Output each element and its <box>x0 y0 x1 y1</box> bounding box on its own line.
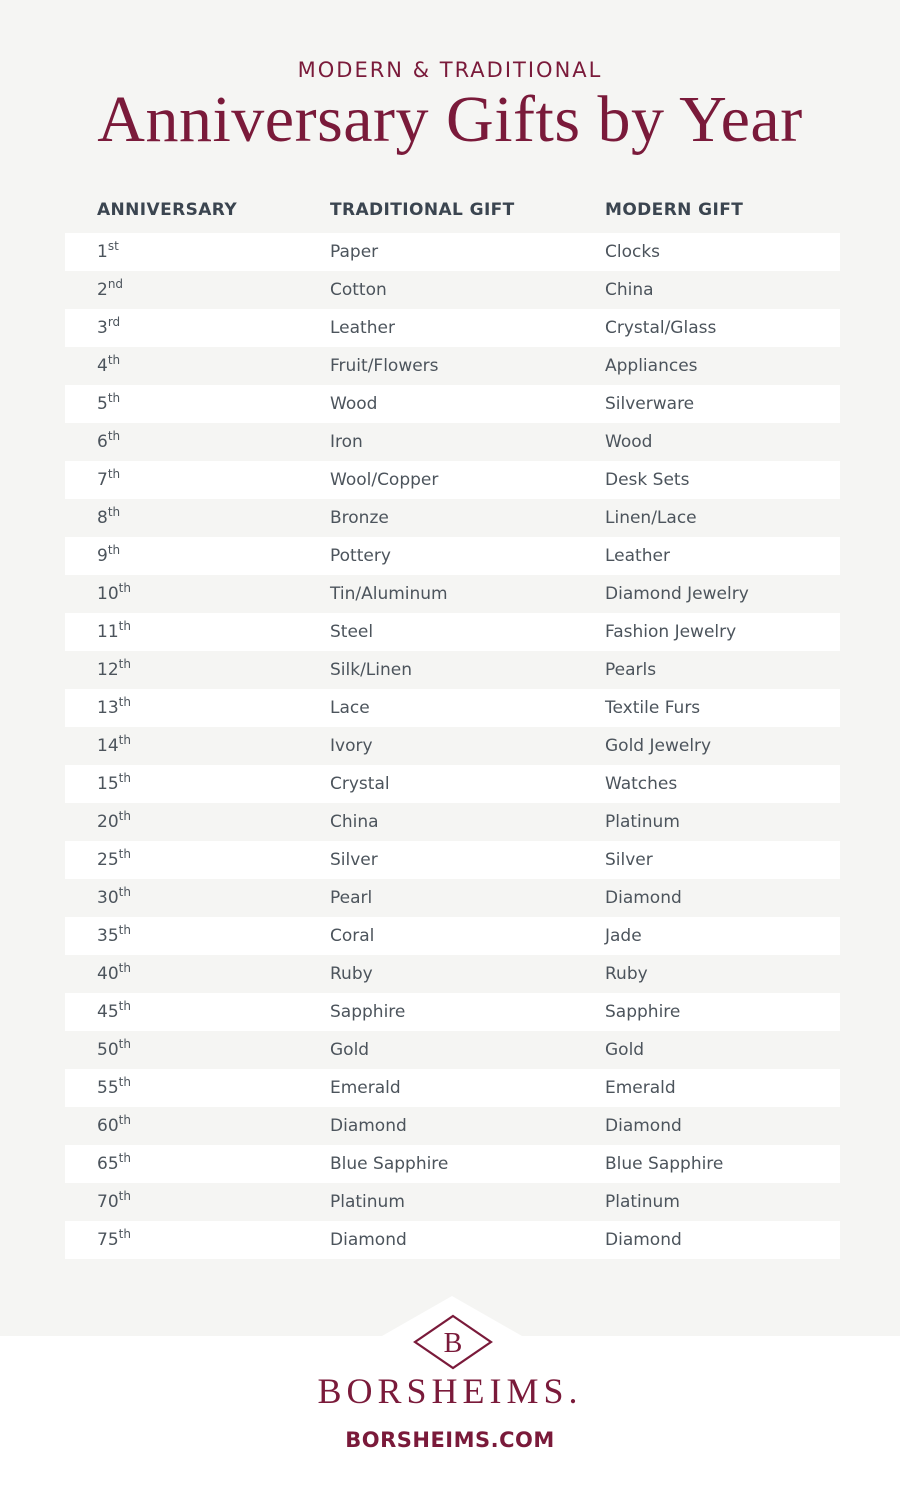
anniversary-number: 9 <box>97 546 108 566</box>
table-row <box>65 765 840 803</box>
anniversary-number: 55 <box>97 1078 119 1098</box>
anniversary-year-cell <box>97 385 120 423</box>
traditional-gift-cell: Crystal <box>330 774 390 794</box>
anniversary-year-cell <box>97 955 131 993</box>
traditional-gift-cell: Ivory <box>330 736 373 756</box>
traditional-gift-cell: Steel <box>330 622 374 642</box>
anniversary-year-cell <box>97 1145 131 1183</box>
anniversary-number: 2 <box>97 280 108 300</box>
ordinal-suffix: th <box>118 1189 131 1203</box>
table-row <box>65 575 840 613</box>
traditional-gift-cell: Leather <box>330 318 395 338</box>
modern-gift-cell: Watches <box>605 774 678 794</box>
anniversary-number: 1 <box>97 242 108 262</box>
anniversary-year-cell <box>97 613 131 651</box>
anniversary-number: 6 <box>97 432 108 452</box>
modern-gift-cell: Diamond <box>605 1116 682 1136</box>
table-row <box>65 347 840 385</box>
anniversary-number: 50 <box>97 1040 119 1060</box>
ordinal-suffix: th <box>107 543 121 557</box>
ordinal-suffix: th <box>107 429 121 443</box>
modern-gift-cell: Crystal/Glass <box>605 318 717 338</box>
anniversary-number: 40 <box>97 964 119 984</box>
table-row <box>65 613 840 651</box>
traditional-gift-cell: Ruby <box>330 964 373 984</box>
table-row <box>65 423 840 461</box>
modern-gift-cell: Diamond <box>605 1230 682 1250</box>
gift-table <box>65 233 840 1259</box>
ordinal-suffix: nd <box>107 277 124 291</box>
anniversary-number: 15 <box>97 774 119 794</box>
anniversary-number: 7 <box>97 470 108 490</box>
table-row <box>65 1069 840 1107</box>
anniversary-number: 70 <box>97 1192 119 1212</box>
table-row <box>65 1221 840 1259</box>
traditional-gift-cell: Coral <box>330 926 375 946</box>
anniversary-year-cell <box>97 841 131 879</box>
anniversary-number: 3 <box>97 318 108 338</box>
table-row <box>65 841 840 879</box>
traditional-gift-cell: Sapphire <box>330 1002 406 1022</box>
ordinal-suffix: st <box>107 239 119 253</box>
table-row <box>65 879 840 917</box>
anniversary-year-cell <box>97 727 131 765</box>
ordinal-suffix: rd <box>107 315 121 329</box>
brand-wordmark: BORSHEIMS. <box>317 1371 583 1411</box>
table-row <box>65 309 840 347</box>
ordinal-suffix: th <box>118 657 131 671</box>
table-row <box>65 1183 840 1221</box>
modern-gift-cell: Jade <box>605 926 642 946</box>
traditional-gift-cell: Iron <box>330 432 363 452</box>
anniversary-year-cell <box>97 423 120 461</box>
ordinal-suffix: th <box>118 1113 131 1127</box>
modern-gift-cell: Linen/Lace <box>605 508 697 528</box>
anniversary-number: 25 <box>97 850 119 870</box>
ordinal-suffix: th <box>118 619 131 633</box>
modern-gift-cell: Blue Sapphire <box>605 1154 724 1174</box>
anniversary-number: 13 <box>97 698 119 718</box>
anniversary-number: 14 <box>97 736 119 756</box>
table-row <box>65 689 840 727</box>
table-row <box>65 461 840 499</box>
modern-gift-cell: Platinum <box>605 812 680 832</box>
traditional-gift-cell: Lace <box>330 698 370 718</box>
modern-gift-cell: Clocks <box>605 242 661 262</box>
table-row <box>65 917 840 955</box>
logo-letter: B <box>443 1328 463 1359</box>
anniversary-year-cell <box>97 765 131 803</box>
ordinal-suffix: th <box>118 1075 131 1089</box>
page-title: Anniversary Gifts by Year <box>97 83 803 156</box>
column-header-modern: MODERN GIFT <box>605 200 744 220</box>
ordinal-suffix: th <box>107 391 121 405</box>
anniversary-number: 5 <box>97 394 108 414</box>
traditional-gift-cell: Wool/Copper <box>330 470 439 490</box>
traditional-gift-cell: Blue Sapphire <box>330 1154 449 1174</box>
column-header-traditional: TRADITIONAL GIFT <box>330 200 515 220</box>
anniversary-number: 35 <box>97 926 119 946</box>
traditional-gift-cell: Pearl <box>330 888 373 908</box>
traditional-gift-cell: Emerald <box>330 1078 401 1098</box>
traditional-gift-cell: Wood <box>330 394 378 414</box>
ordinal-suffix: th <box>118 847 131 861</box>
ordinal-suffix: th <box>118 1227 131 1241</box>
ordinal-suffix: th <box>118 771 131 785</box>
modern-gift-cell: China <box>605 280 654 300</box>
modern-gift-cell: Wood <box>605 432 653 452</box>
modern-gift-cell: Platinum <box>605 1192 680 1212</box>
anniversary-number: 20 <box>97 812 119 832</box>
anniversary-number: 60 <box>97 1116 119 1136</box>
anniversary-year-cell <box>97 347 120 385</box>
table-row <box>65 233 840 271</box>
ordinal-suffix: th <box>118 1151 131 1165</box>
table-row <box>65 271 840 309</box>
table-row <box>65 1107 840 1145</box>
modern-gift-cell: Appliances <box>605 356 698 376</box>
traditional-gift-cell: Gold <box>330 1040 370 1060</box>
traditional-gift-cell: Bronze <box>330 508 389 528</box>
anniversary-number: 65 <box>97 1154 119 1174</box>
modern-gift-cell: Textile Furs <box>605 698 701 718</box>
anniversary-year-cell <box>97 803 131 841</box>
anniversary-year-cell <box>97 689 131 727</box>
modern-gift-cell: Diamond Jewelry <box>605 584 749 604</box>
anniversary-number: 75 <box>97 1230 119 1250</box>
anniversary-number: 4 <box>97 356 108 376</box>
modern-gift-cell: Silverware <box>605 394 695 414</box>
anniversary-number: 30 <box>97 888 119 908</box>
borsheims-logo-icon <box>412 1313 494 1371</box>
ordinal-suffix: th <box>107 467 121 481</box>
table-row <box>65 727 840 765</box>
traditional-gift-cell: Pottery <box>330 546 391 566</box>
table-row <box>65 537 840 575</box>
modern-gift-cell: Desk Sets <box>605 470 690 490</box>
ordinal-suffix: th <box>107 353 121 367</box>
anniversary-year-cell <box>97 879 131 917</box>
modern-gift-cell: Pearls <box>605 660 657 680</box>
anniversary-year-cell <box>97 537 120 575</box>
traditional-gift-cell: Platinum <box>330 1192 405 1212</box>
table-row <box>65 955 840 993</box>
anniversary-year-cell <box>97 309 120 347</box>
table-row <box>65 1031 840 1069</box>
modern-gift-cell: Gold Jewelry <box>605 736 712 756</box>
traditional-gift-cell: Diamond <box>330 1116 407 1136</box>
modern-gift-cell: Sapphire <box>605 1002 681 1022</box>
anniversary-number: 12 <box>97 660 119 680</box>
traditional-gift-cell: Tin/Aluminum <box>330 584 448 604</box>
table-row <box>65 385 840 423</box>
anniversary-year-cell <box>97 1221 131 1259</box>
ordinal-suffix: th <box>118 695 131 709</box>
table-row <box>65 499 840 537</box>
traditional-gift-cell: Diamond <box>330 1230 407 1250</box>
traditional-gift-cell: Silver <box>330 850 378 870</box>
anniversary-year-cell <box>97 651 131 689</box>
anniversary-number: 10 <box>97 584 119 604</box>
anniversary-number: 45 <box>97 1002 119 1022</box>
modern-gift-cell: Ruby <box>605 964 648 984</box>
ordinal-suffix: th <box>118 581 131 595</box>
modern-gift-cell: Gold <box>605 1040 645 1060</box>
ordinal-suffix: th <box>107 505 121 519</box>
traditional-gift-cell: Silk/Linen <box>330 660 413 680</box>
traditional-gift-cell: China <box>330 812 379 832</box>
table-row <box>65 803 840 841</box>
anniversary-year-cell <box>97 499 120 537</box>
table-row <box>65 993 840 1031</box>
anniversary-number: 11 <box>97 622 119 642</box>
anniversary-year-cell <box>97 575 131 613</box>
table-row <box>65 1145 840 1183</box>
column-header-anniversary: ANNIVERSARY <box>97 200 238 220</box>
ordinal-suffix: th <box>118 961 131 975</box>
modern-gift-cell: Fashion Jewelry <box>605 622 737 642</box>
ordinal-suffix: th <box>118 885 131 899</box>
table-row <box>65 651 840 689</box>
anniversary-year-cell <box>97 1107 131 1145</box>
traditional-gift-cell: Paper <box>330 242 379 262</box>
anniversary-year-cell <box>97 1069 131 1107</box>
website-link[interactable]: BORSHEIMS.COM <box>345 1428 555 1452</box>
modern-gift-cell: Diamond <box>605 888 682 908</box>
modern-gift-cell: Leather <box>605 546 670 566</box>
ordinal-suffix: th <box>118 733 131 747</box>
anniversary-year-cell <box>97 917 131 955</box>
anniversary-year-cell <box>97 993 131 1031</box>
ordinal-suffix: th <box>118 923 131 937</box>
anniversary-number: 8 <box>97 508 108 528</box>
anniversary-year-cell <box>97 233 119 271</box>
modern-gift-cell: Silver <box>605 850 653 870</box>
page-subtitle: MODERN & TRADITIONAL <box>297 58 603 82</box>
anniversary-year-cell <box>97 1031 131 1069</box>
anniversary-year-cell <box>97 271 123 309</box>
traditional-gift-cell: Fruit/Flowers <box>330 356 439 376</box>
ordinal-suffix: th <box>118 809 131 823</box>
traditional-gift-cell: Cotton <box>330 280 387 300</box>
anniversary-year-cell <box>97 1183 131 1221</box>
modern-gift-cell: Emerald <box>605 1078 676 1098</box>
ordinal-suffix: th <box>118 999 131 1013</box>
anniversary-year-cell <box>97 461 120 499</box>
ordinal-suffix: th <box>118 1037 131 1051</box>
